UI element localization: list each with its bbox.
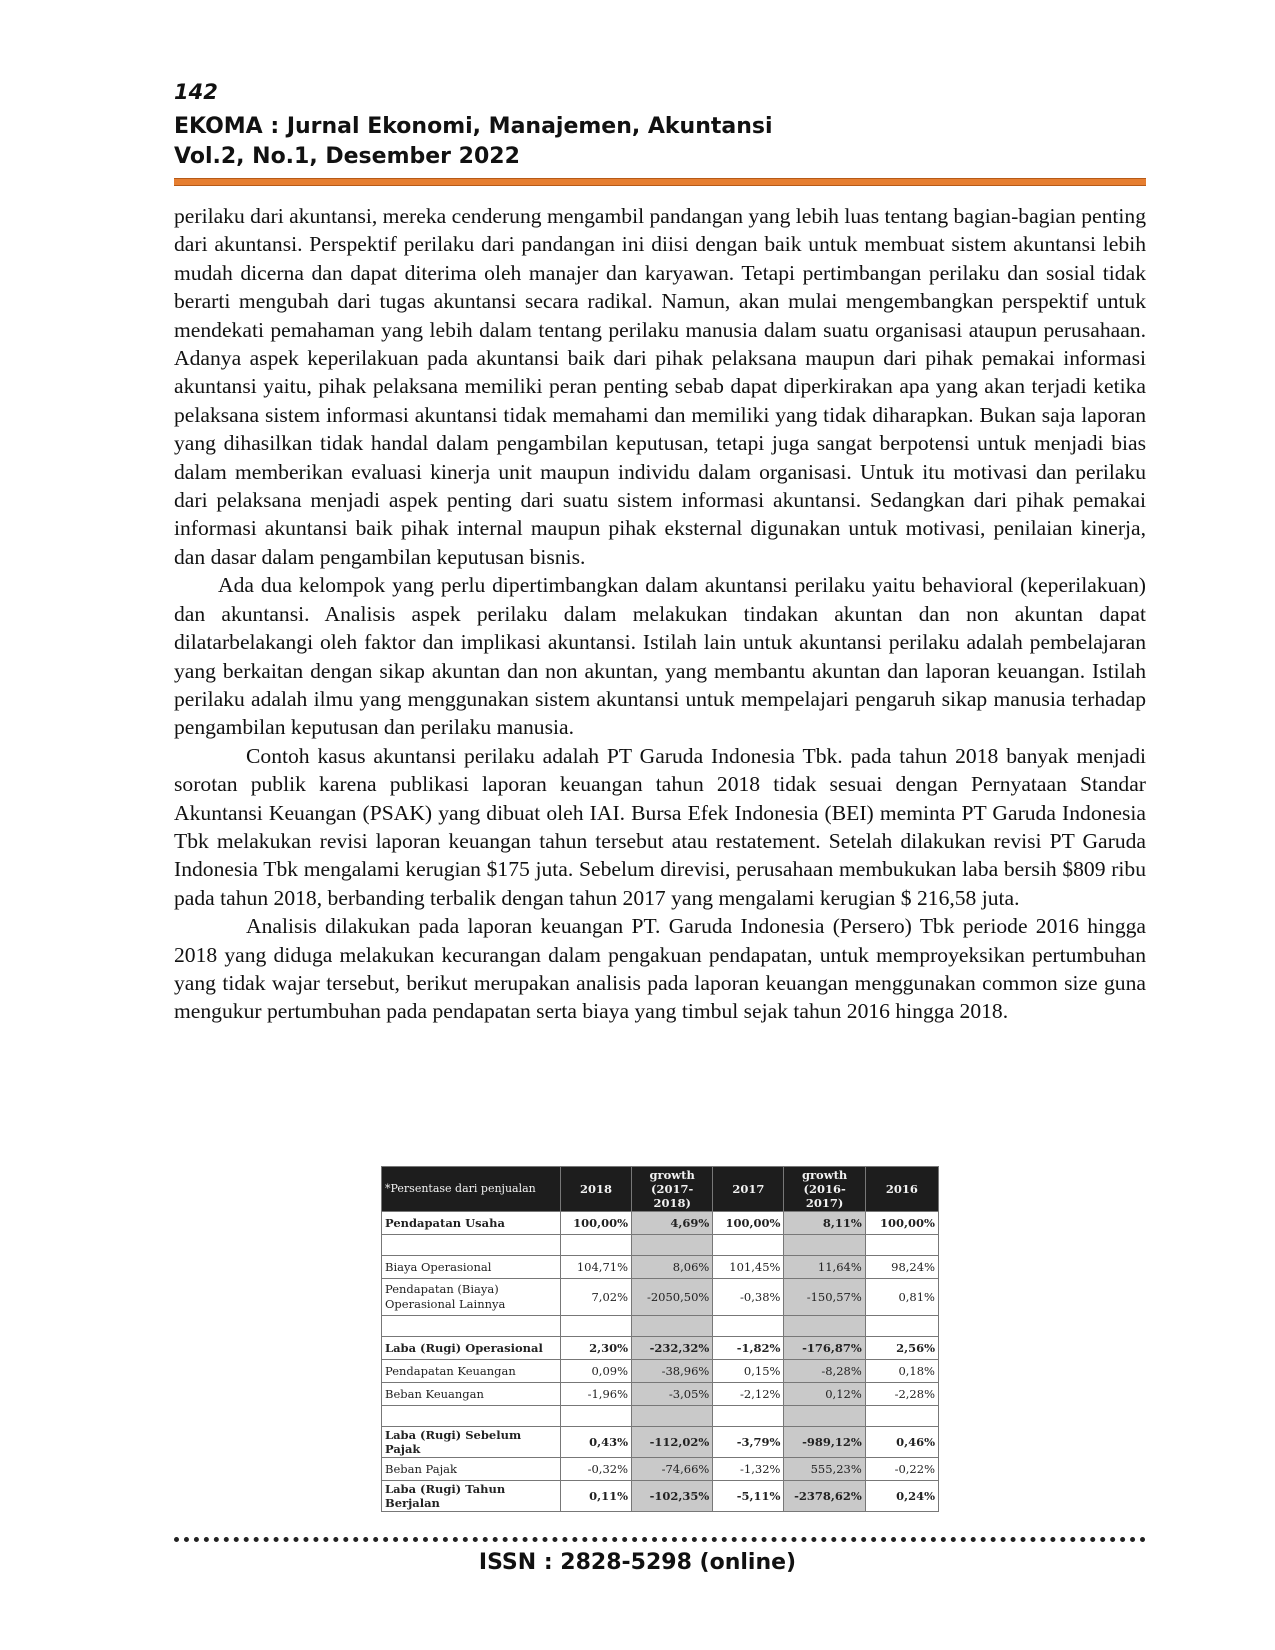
table-cell: -0,38% — [713, 1279, 784, 1316]
table-row-label: Laba (Rugi) Tahun Berjalan — [382, 1481, 561, 1512]
paragraph-4: Analisis dilakukan pada laporan keuangan PT. Garuda Indonesia (Persero) Tbk periode 2016 hingga 2018 yang diduga melakukan kecurangan dalam pengakuan pendapatan, untuk memproyeksikan pertumbuhan yang tidak wajar tersebut, berikut merupakan analisis pada laporan keuangan menggunakan common size guna mengukur pertumbuhan pada pendapatan serta biaya yang timbul sejak tahun 2016 hingga 2018. — [174, 914, 1146, 1024]
table-cell: 2,30% — [560, 1337, 631, 1360]
table-row-label: Laba (Rugi) Sebelum Pajak — [382, 1427, 561, 1458]
table-cell: -38,96% — [632, 1360, 713, 1383]
footer-dotted-rule — [174, 1536, 1146, 1542]
table-cell — [865, 1235, 938, 1256]
table-row-label: Pendapatan Keuangan — [382, 1360, 561, 1383]
table-row-label: Beban Pajak — [382, 1458, 561, 1481]
table-cell: -3,05% — [632, 1383, 713, 1406]
table-header-cell: growth (2016-2017) — [784, 1167, 865, 1212]
paragraph-1: perilaku dari akuntansi, mereka cenderung mengambil pandangan yang lebih luas tentang bagian-bagian penting dari akuntansi. Perspektif perilaku dari pandangan ini diisi dengan baik untuk membuat sistem akuntansi lebih mudah dicerna dan dapat diterima oleh manajer dan karyawan. Tetapi pertimbangan perilaku dan sosial tidak berarti mengubah dari tugas akuntansi secara radikal. Namun, akan mulai mengembangkan perspektif untuk mendekati pemahaman yang lebih dalam tentang perilaku manusia dalam suatu organisasi ataupun perusahaan. Adanya aspek keperilakuan pada akuntansi baik dari pihak pelaksana maupun dari pihak pemakai informasi akuntansi yaitu, pihak pelaksana memiliki peran penting sebab dapat diperkirakan apa yang akan terjadi ketika pelaksana sistem informasi akuntansi tidak memahami dan memiliki yang tidak diharapkan. Bukan saja laporan yang dihasilkan tidak handal dalam pengambilan keputusan, tetapi juga sangat berpotensi untuk menjadi bias dalam memberikan evaluasi kinerja unit maupun individu dalam organisasi. Untuk itu motivasi dan perilaku dari pelaksana menjadi aspek penting dari suatu sistem informasi akuntansi. Sedangkan dari pihak pemakai informasi akuntansi baik pihak internal maupun pihak eksternal digunakan untuk motivasi, penilaian kinerja, dan dasar dalam pengambilan keputusan bisnis. — [174, 204, 1146, 569]
table-cell: -1,32% — [713, 1458, 784, 1481]
table-cell: -989,12% — [784, 1427, 865, 1458]
table-cell: 0,12% — [784, 1383, 865, 1406]
table-cell: -0,32% — [560, 1458, 631, 1481]
table-row-label: Laba (Rugi) Operasional — [382, 1337, 561, 1360]
table-cell: 4,69% — [632, 1212, 713, 1235]
table-row — [382, 1337, 939, 1360]
table-row — [382, 1360, 939, 1383]
table-cell: -2,12% — [713, 1383, 784, 1406]
table-header-row — [382, 1167, 939, 1212]
table-cell — [784, 1316, 865, 1337]
table-cell: 100,00% — [560, 1212, 631, 1235]
table-cell: -150,57% — [784, 1279, 865, 1316]
table-row — [382, 1235, 939, 1256]
table-row — [382, 1427, 939, 1458]
table-header-cell: 2017 — [713, 1167, 784, 1212]
table-row-label: Beban Keuangan — [382, 1383, 561, 1406]
table-cell — [632, 1235, 713, 1256]
table-cell: 8,11% — [784, 1212, 865, 1235]
table-cell: 98,24% — [865, 1256, 938, 1279]
table-cell: -2050,50% — [632, 1279, 713, 1316]
footer-issn: ISSN : 2828-5298 (online) — [478, 1550, 797, 1575]
table-header-cell: growth (2017-2018) — [632, 1167, 713, 1212]
table-row-label — [382, 1406, 561, 1427]
table-cell: -1,82% — [713, 1337, 784, 1360]
table-cell — [784, 1406, 865, 1427]
table-cell: -3,79% — [713, 1427, 784, 1458]
table-row-label: Pendapatan (Biaya) Operasional Lainnya — [382, 1279, 561, 1316]
table-cell: 100,00% — [865, 1212, 938, 1235]
table-row — [382, 1458, 939, 1481]
table-row-label — [382, 1235, 561, 1256]
table-row — [382, 1316, 939, 1337]
table-cell — [560, 1406, 631, 1427]
table-cell: -8,28% — [784, 1360, 865, 1383]
table-cell: -232,32% — [632, 1337, 713, 1360]
table-row-label: Biaya Operasional — [382, 1256, 561, 1279]
table-cell: 0,43% — [560, 1427, 631, 1458]
table-cell: 100,00% — [713, 1212, 784, 1235]
table-cell — [560, 1316, 631, 1337]
table-cell: 0,15% — [713, 1360, 784, 1383]
table-row — [382, 1256, 939, 1279]
table-row — [382, 1481, 939, 1512]
table-cell: 555,23% — [784, 1458, 865, 1481]
table-cell — [784, 1235, 865, 1256]
table-row — [382, 1212, 939, 1235]
table-cell: 7,02% — [560, 1279, 631, 1316]
table-cell: -2378,62% — [784, 1481, 865, 1512]
table-row — [382, 1279, 939, 1316]
table-cell: -176,87% — [784, 1337, 865, 1360]
paragraph-2: Ada dua kelompok yang perlu dipertimbangkan dalam akuntansi perilaku yaitu behavioral (keperilakuan) dan akuntansi. Analisis aspek perilaku dalam melakukan tindakan akuntan dan non akuntan dapat dilatarbelakangi oleh faktor dan implikasi akuntansi. Istilah lain untuk akuntansi perilaku adalah pembelajaran yang berkaitan dengan sikap akuntan dan non akuntan, yang membantu akuntan dan laporan keuangan. Istilah perilaku adalah ilmu yang menggunakan sistem akuntansi untuk mempelajari pengaruh sikap manusia terhadap pengambilan keputusan dan perilaku manusia. — [174, 573, 1146, 740]
table-cell — [713, 1235, 784, 1256]
table-header-cell: *Persentase dari penjualan — [382, 1167, 561, 1212]
table-cell: -1,96% — [560, 1383, 631, 1406]
table-cell: -102,35% — [632, 1481, 713, 1512]
table-cell — [865, 1316, 938, 1337]
table-cell — [865, 1406, 938, 1427]
table-cell — [713, 1316, 784, 1337]
table-cell: 2,56% — [865, 1337, 938, 1360]
table-row-label: Pendapatan Usaha — [382, 1212, 561, 1235]
journal-title: EKOMA : Jurnal Ekonomi, Manajemen, Akuntansi — [174, 114, 773, 139]
table-cell: -5,11% — [713, 1481, 784, 1512]
table-cell: 8,06% — [632, 1256, 713, 1279]
table-cell: 0,09% — [560, 1360, 631, 1383]
journal-volume: Vol.2, No.1, Desember 2022 — [174, 144, 520, 169]
table-row — [382, 1406, 939, 1427]
page-number: 142 — [174, 80, 218, 104]
table-header-cell: 2018 — [560, 1167, 631, 1212]
table-cell: 0,11% — [560, 1481, 631, 1512]
table-cell: -2,28% — [865, 1383, 938, 1406]
table-cell — [632, 1406, 713, 1427]
table-cell — [713, 1406, 784, 1427]
financial-table — [381, 1166, 939, 1512]
table-cell: 0,18% — [865, 1360, 938, 1383]
table-row — [382, 1383, 939, 1406]
table-cell — [560, 1235, 631, 1256]
common-size-table — [381, 1166, 939, 1512]
table-cell: -0,22% — [865, 1458, 938, 1481]
table-cell: 0,46% — [865, 1427, 938, 1458]
table-cell: 104,71% — [560, 1256, 631, 1279]
table-cell: 11,64% — [784, 1256, 865, 1279]
table-cell: 0,81% — [865, 1279, 938, 1316]
article-body — [174, 202, 1146, 1026]
header-rule — [174, 178, 1146, 186]
table-cell: 0,24% — [865, 1481, 938, 1512]
table-cell: -112,02% — [632, 1427, 713, 1458]
table-cell: 101,45% — [713, 1256, 784, 1279]
paragraph-3: Contoh kasus akuntansi perilaku adalah PT Garuda Indonesia Tbk. pada tahun 2018 banyak menjadi sorotan publik karena publikasi laporan keuangan tahun 2018 tidak sesuai dengan Pernyataan Standar Akuntansi Keuangan (PSAK) yang dibuat oleh IAI. Bursa Efek Indonesia (BEI) meminta PT Garuda Indonesia Tbk melakukan revisi laporan keuangan tahun tersebut atau restatement. Setelah dilakukan revisi PT Garuda Indonesia Tbk mengalami kerugian $175 juta. Sebelum direvisi, perusahaan membukukan laba bersih $809 ribu pada tahun 2018, berbanding terbalik dengan tahun 2017 yang mengalami kerugian $ 216,58 juta. — [174, 743, 1146, 910]
table-cell — [632, 1316, 713, 1337]
table-header-cell: 2016 — [865, 1167, 938, 1212]
table-row-label — [382, 1316, 561, 1337]
table-cell: -74,66% — [632, 1458, 713, 1481]
